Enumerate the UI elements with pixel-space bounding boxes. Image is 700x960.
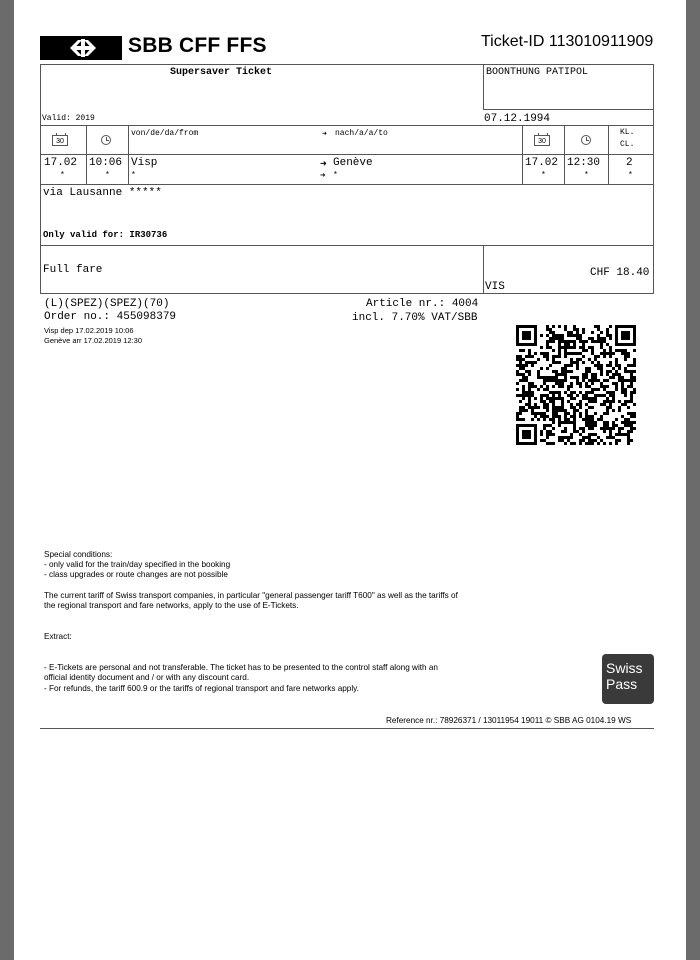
star: *: [628, 171, 633, 180]
star: *: [131, 171, 136, 180]
swisspass-line-2: Pass: [606, 676, 638, 692]
star: *: [541, 171, 546, 180]
arrival-station: Genève: [333, 157, 373, 169]
valid-year: Valid: 2019: [42, 114, 95, 123]
geneve-arrival: Genève arr 17.02.2019 12:30: [44, 336, 142, 345]
brand-name: SBB CFF FFS: [128, 34, 267, 57]
star: *: [584, 171, 589, 180]
star: *: [105, 171, 110, 180]
fare-type: Full fare: [43, 264, 103, 276]
departure-station: Visp: [131, 157, 158, 169]
arrival-date: 17.02: [525, 157, 559, 169]
vat-info: incl. 7.70% VAT/SBB: [352, 312, 478, 324]
only-valid-train: Only valid for: IR30736: [43, 230, 168, 240]
arrow-icon: ➜: [322, 130, 327, 139]
passenger-name: BOONTHUNG PATIPOL: [486, 67, 589, 78]
station-code: VIS: [485, 281, 505, 293]
bullet-1b: official identity document and / or with any discount card.: [44, 673, 250, 682]
article-number: Article nr.: 4004: [366, 298, 479, 310]
calendar-icon: 30: [52, 135, 68, 146]
bullet-1a: - E-Tickets are personal and not transferable. The ticket has to be presented to the control staff along with an: [44, 663, 438, 672]
travel-class: 2: [626, 157, 633, 169]
condition-line-2: - class upgrades or route changes are not possible: [44, 570, 228, 579]
arrow-icon-3: ➜: [320, 171, 326, 181]
conditions-title: Special conditions:: [44, 550, 113, 559]
star: *: [60, 171, 65, 180]
swisspass-logo: [602, 654, 654, 704]
ticket-page: [14, 0, 686, 960]
bullet-2: - For refunds, the tariff 600.9 or the tariffs of regional transport and fare networks apply.: [44, 684, 359, 693]
sbb-logo: [40, 36, 122, 60]
sbb-arrows-icon: [40, 36, 122, 60]
arrow-icon-2: ➜: [320, 159, 327, 171]
swisspass-line-1: Swiss: [606, 660, 643, 676]
from-label: von/de/da/from: [131, 129, 199, 138]
departure-date: 17.02: [44, 157, 78, 169]
tariff-line-1: The current tariff of Swiss transport companies, in particular "general passenger tariff T600" as well as the tariffs of: [44, 591, 458, 600]
ticket-id: Ticket-ID 113010911909: [481, 33, 654, 50]
departure-time: 10:06: [89, 157, 123, 169]
tariff-line-2: the regional transport and fare networks, apply to the use of E-Tickets.: [44, 601, 299, 610]
order-number: Order no.: 455098379: [44, 311, 177, 323]
extract-label: Extract:: [44, 632, 72, 641]
class-label: KL.: [620, 128, 635, 137]
clock-icon-arrival: [581, 135, 591, 145]
spez-codes: (L)(SPEZ)(SPEZ)(70): [44, 298, 170, 310]
arrival-time: 12:30: [567, 157, 601, 169]
class-label-2: CL.: [620, 140, 635, 149]
calendar-icon-arrival: 30: [534, 135, 550, 146]
via-route: via Lausanne *****: [43, 187, 162, 199]
star: *: [333, 171, 338, 180]
qr-code: [516, 325, 636, 445]
condition-line-1: - only valid for the train/day specified in the booking: [44, 560, 231, 569]
birth-date: 07.12.1994: [484, 113, 551, 125]
reference-number: Reference nr.: 78926371 / 13011954 19011 © SBB AG 0104.19 WS: [386, 716, 632, 725]
price: CHF 18.40: [590, 267, 650, 279]
clock-icon: [101, 135, 111, 145]
visp-departure: Visp dep 17.02.2019 10:06: [44, 326, 134, 335]
ticket-type: Supersaver Ticket: [170, 67, 273, 78]
to-label: nach/a/a/to: [335, 129, 388, 138]
